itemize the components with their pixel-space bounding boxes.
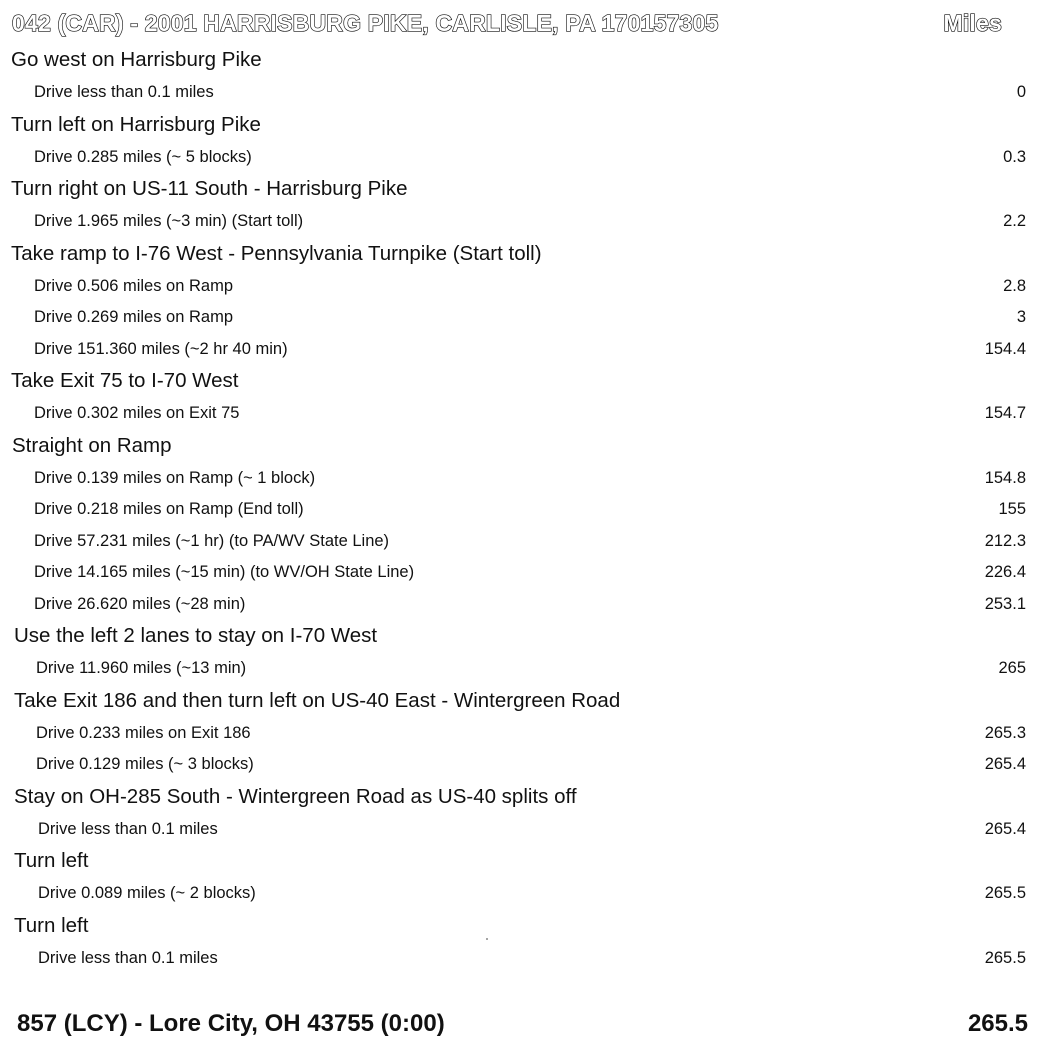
direction-step-text: Take Exit 75 to I-70 West (11, 369, 239, 392)
destination-footer (0, 1006, 1040, 1044)
drive-segment (0, 271, 1040, 303)
drive-segment-text: Drive 0.218 miles on Ramp (End toll) (34, 500, 304, 518)
direction-step (0, 44, 1040, 77)
drive-segment (0, 398, 1040, 430)
cumulative-miles: 265 (998, 659, 1026, 677)
cumulative-miles: 155 (998, 500, 1026, 518)
cumulative-miles: 265.4 (984, 755, 1026, 773)
direction-step (0, 430, 1040, 463)
drive-segment-text: Drive less than 0.1 miles (38, 819, 218, 838)
direction-step-text: Straight on Ramp (12, 433, 172, 457)
direction-step-text: Turn right on US-11 South - Harrisburg Pike (11, 177, 408, 200)
cumulative-miles: 154.7 (984, 404, 1026, 422)
drive-segment-text: Drive 0.139 miles on Ramp (~ 1 block) (34, 468, 316, 487)
cumulative-miles: 2.8 (1003, 276, 1026, 295)
direction-step-text: Take ramp to I-76 West - Pennsylvania Turnpike (Start toll) (11, 241, 542, 265)
drive-segment (0, 589, 1040, 621)
direction-step (0, 109, 1040, 142)
cumulative-miles: 265.5 (984, 884, 1026, 902)
drive-segment (0, 557, 1040, 589)
drive-segment (0, 943, 1040, 975)
cumulative-miles: 265.5 (984, 948, 1026, 967)
drive-segment-text: Drive 11.960 miles (~13 min) (36, 659, 247, 677)
direction-step (0, 845, 1040, 878)
cumulative-miles: 212.3 (984, 531, 1026, 550)
direction-step (0, 365, 1040, 398)
drive-segment-text: Drive 0.285 miles (~ 5 blocks) (34, 147, 252, 166)
drive-segment-text: Drive 0.129 miles (~ 3 blocks) (36, 755, 254, 773)
cumulative-miles: 253.1 (984, 594, 1026, 613)
drive-segment-text: Drive 0.233 miles on Exit 186 (36, 723, 251, 742)
direction-step (0, 685, 1040, 718)
cumulative-miles: 154.8 (984, 468, 1026, 487)
drive-segment (0, 878, 1040, 910)
cumulative-miles: 265.4 (984, 819, 1026, 838)
drive-segment (0, 749, 1040, 781)
drive-segment (0, 142, 1040, 174)
directions-list (0, 44, 1040, 974)
cumulative-miles: 2.2 (1003, 212, 1026, 230)
drive-segment-text: Drive 0.302 miles on Exit 75 (34, 404, 240, 422)
drive-segment (0, 302, 1040, 334)
drive-segment (0, 463, 1040, 495)
direction-step-text: Turn left (14, 849, 89, 872)
direction-step-text: Use the left 2 lanes to stay on I-70 West (14, 624, 378, 647)
direction-step-text: Stay on OH-285 South - Wintergreen Road as US-40 splits off (14, 784, 577, 808)
cumulative-miles: 265.3 (984, 723, 1026, 742)
direction-step-text: Take Exit 186 and then turn left on US-40 East - Wintergreen Road (14, 688, 621, 712)
drive-segment-text: Drive 0.269 miles on Ramp (34, 308, 233, 326)
drive-segment (0, 653, 1040, 685)
direction-step (0, 238, 1040, 271)
destination-title: 857 (LCY) - Lore City, OH 43755 (0:00) (17, 1010, 445, 1037)
drive-segment-text: Drive 0.089 miles (~ 2 blocks) (38, 884, 256, 902)
drive-segment-text: Drive less than 0.1 miles (38, 948, 218, 967)
total-miles: 265.5 (967, 1010, 1028, 1037)
origin-header (12, 6, 1012, 42)
drive-segment (0, 814, 1040, 846)
drive-segment-text: Drive 1.965 miles (~3 min) (Start toll) (34, 212, 304, 230)
cumulative-miles: 0 (1016, 83, 1026, 101)
drive-segment (0, 334, 1040, 366)
direction-step-text: Turn left on Harrisburg Pike (11, 112, 261, 136)
origin-title: 042 (CAR) - 2001 HARRISBURG PIKE, CARLISLE, PA 170157305 (12, 10, 719, 36)
drive-segment-text: Drive 0.506 miles on Ramp (34, 276, 233, 295)
drive-segment-text: Drive less than 0.1 miles (34, 83, 214, 101)
drive-segment-text: Drive 151.360 miles (~2 hr 40 min) (34, 339, 288, 358)
drive-segment (0, 526, 1040, 558)
cumulative-miles: 154.4 (984, 339, 1026, 358)
drive-segment-text: Drive 26.620 miles (~28 min) (34, 594, 246, 613)
cumulative-miles: 0.3 (1003, 147, 1026, 166)
drive-segment (0, 494, 1040, 526)
direction-step (0, 620, 1040, 653)
drive-segment (0, 77, 1040, 109)
miles-column-label: Miles (943, 10, 1002, 36)
direction-step-text: Turn left (14, 913, 89, 937)
direction-step (0, 910, 1040, 943)
drive-segment-text: Drive 57.231 miles (~1 hr) (to PA/WV State Line) (34, 531, 390, 550)
cumulative-miles: 3 (1016, 308, 1026, 326)
cumulative-miles: 226.4 (984, 563, 1026, 581)
direction-step-text: Go west on Harrisburg Pike (11, 48, 262, 71)
stray-mark (486, 938, 488, 940)
drive-segment (0, 718, 1040, 750)
drive-segment (0, 206, 1040, 238)
direction-step (0, 781, 1040, 814)
drive-segment-text: Drive 14.165 miles (~15 min) (to WV/OH State Line) (34, 563, 415, 581)
direction-step (0, 173, 1040, 206)
